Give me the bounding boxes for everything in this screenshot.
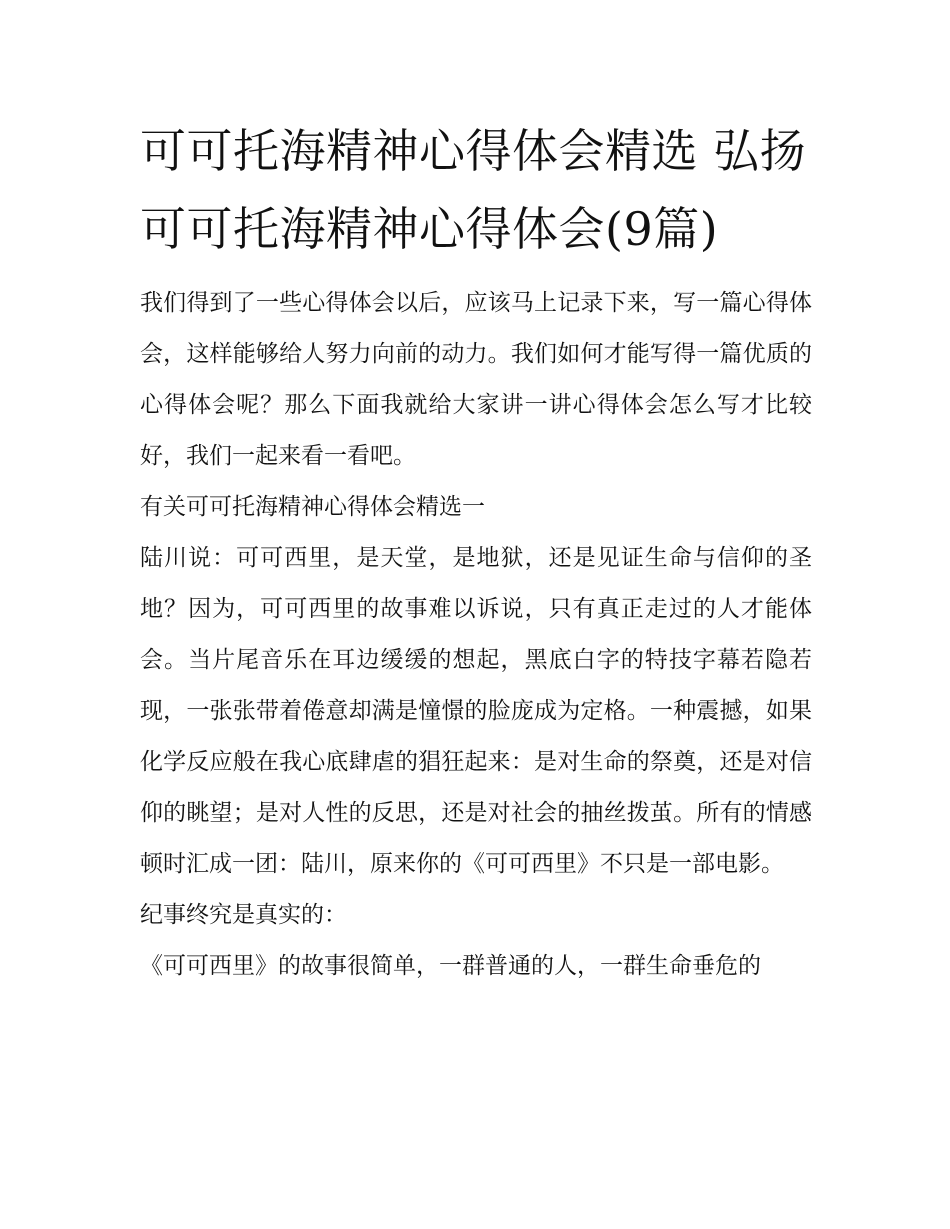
body-paragraph: 陆川说：可可西里，是天堂，是地狱，还是见证生命与信仰的圣地？因为，可可西里的故事难以诉说，只有真正走过的人才能体会。当片尾音乐在耳边缓缓的想起，黑底白字的特技字幕若隐若现，一张张带着倦意却满是憧憬的脸庞成为定格。一种震撼，如果化学反应般在我心底肆虐的猖狂起来：是对生命的祭奠，还是对信仰的眺望；是对人性的反思，还是对社会的抽丝拨茧。所有的情感顿时汇成一团：陆川，原来你的《可可西里》不只是一部电影。 — [140, 545, 812, 877]
document-title: 可可托海精神心得体会精选 弘扬可可托海精神心得体会(9篇) — [140, 124, 807, 256]
body-paragraph-continued: 《可可西里》的故事很简单，一群普通的人，一群生命垂危的 — [140, 953, 761, 979]
section-heading: 有关可可托海精神心得体会精选一 — [140, 494, 485, 520]
subheading-paragraph: 纪事终究是真实的： — [140, 902, 347, 928]
intro-paragraph: 我们得到了一些心得体会以后，应该马上记录下来，写一篇心得体会，这样能够给人努力向前的动力。我们如何才能写得一篇优质的心得体会呢？那么下面我就给大家讲一讲心得体会怎么写才比较好，我们一起来看一看吧。 — [140, 290, 812, 469]
document-page — [140, 112, 812, 992]
